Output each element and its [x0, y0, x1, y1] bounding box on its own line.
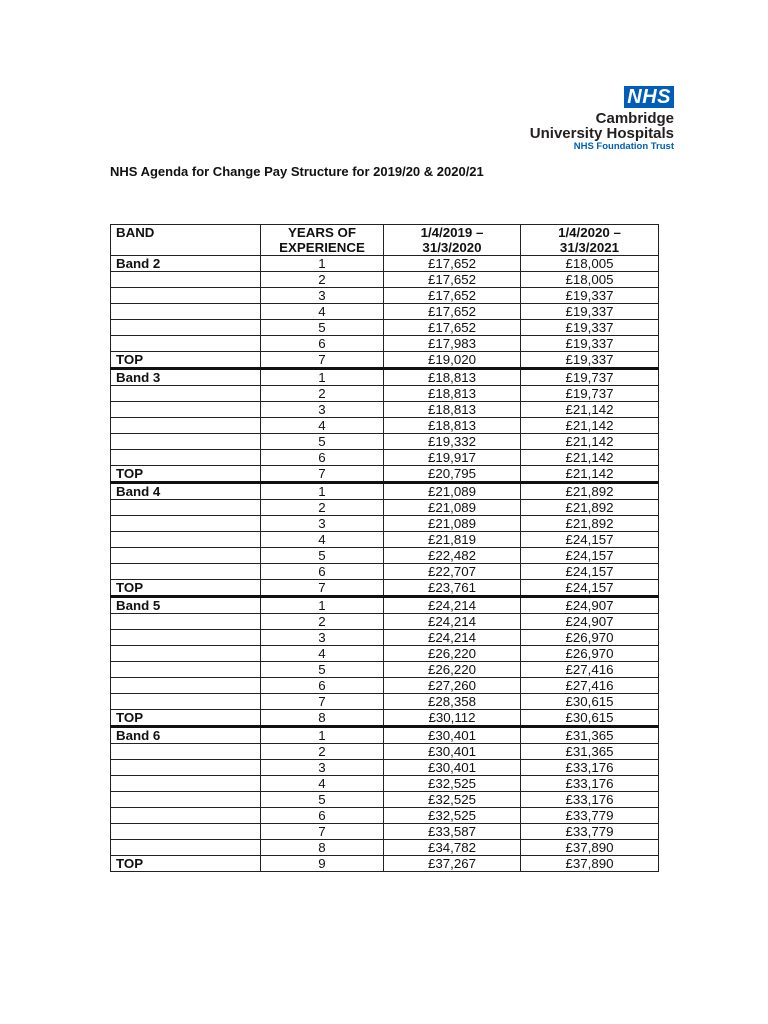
pay-2019-20-cell: £26,220 [384, 662, 521, 678]
table-row [111, 727, 659, 744]
table-row [111, 418, 659, 434]
band-cell [111, 840, 261, 856]
band-cell [111, 450, 261, 466]
pay-2019-20-cell: £24,214 [384, 630, 521, 646]
table-row [111, 304, 659, 320]
table-row [111, 288, 659, 304]
pay-2020-21-cell: £19,337 [521, 288, 659, 304]
years-cell: 7 [261, 466, 384, 483]
pay-2019-20-cell: £17,652 [384, 320, 521, 336]
table-row [111, 792, 659, 808]
pay-2019-20-cell: £32,525 [384, 792, 521, 808]
years-cell: 4 [261, 418, 384, 434]
years-cell: 6 [261, 336, 384, 352]
pay-2019-20-cell: £17,652 [384, 304, 521, 320]
table-row [111, 808, 659, 824]
table-row [111, 694, 659, 710]
band-cell [111, 792, 261, 808]
table-row [111, 402, 659, 418]
years-cell: 7 [261, 580, 384, 597]
years-cell: 5 [261, 662, 384, 678]
years-cell: 5 [261, 548, 384, 564]
pay-2019-20-cell: £30,112 [384, 710, 521, 727]
table-row [111, 597, 659, 614]
table-row [111, 840, 659, 856]
pay-2019-20-cell: £19,020 [384, 352, 521, 369]
table-row [111, 824, 659, 840]
pay-2020-21-cell: £30,615 [521, 710, 659, 727]
table-row [111, 646, 659, 662]
table-row [111, 776, 659, 792]
band-cell [111, 808, 261, 824]
band-cell [111, 434, 261, 450]
pay-2020-21-cell: £24,157 [521, 548, 659, 564]
table-body [111, 256, 659, 872]
pay-2019-20-cell: £34,782 [384, 840, 521, 856]
years-cell: 6 [261, 564, 384, 580]
years-cell: 1 [261, 727, 384, 744]
years-cell: 1 [261, 256, 384, 272]
table-row [111, 856, 659, 872]
years-cell: 2 [261, 272, 384, 288]
pay-2019-20-cell: £24,214 [384, 597, 521, 614]
table-row [111, 386, 659, 402]
band-cell: TOP [111, 466, 261, 483]
pay-2019-20-cell: £17,983 [384, 336, 521, 352]
table-row [111, 256, 659, 272]
pay-2020-21-cell: £19,337 [521, 320, 659, 336]
pay-2020-21-cell: £24,907 [521, 597, 659, 614]
pay-2020-21-cell: £33,176 [521, 760, 659, 776]
band-cell [111, 760, 261, 776]
pay-2020-21-cell: £24,157 [521, 564, 659, 580]
pay-2019-20-cell: £17,652 [384, 256, 521, 272]
years-cell: 3 [261, 516, 384, 532]
nhs-logo [530, 86, 674, 153]
pay-2019-20-cell: £30,401 [384, 744, 521, 760]
band-cell: TOP [111, 580, 261, 597]
years-cell: 5 [261, 320, 384, 336]
pay-2019-20-cell: £26,220 [384, 646, 521, 662]
band-cell [111, 272, 261, 288]
pay-2019-20-cell: £22,482 [384, 548, 521, 564]
pay-2019-20-cell: £17,652 [384, 272, 521, 288]
band-cell [111, 564, 261, 580]
table-row [111, 450, 659, 466]
table-row [111, 272, 659, 288]
years-cell: 4 [261, 646, 384, 662]
pay-2020-21-cell: £21,142 [521, 434, 659, 450]
years-cell: 2 [261, 386, 384, 402]
pay-2019-20-cell: £23,761 [384, 580, 521, 597]
band-cell: Band 4 [111, 483, 261, 500]
pay-2019-20-cell: £18,813 [384, 402, 521, 418]
pay-2019-20-cell: £22,707 [384, 564, 521, 580]
band-cell: TOP [111, 352, 261, 369]
pay-2019-20-cell: £30,401 [384, 727, 521, 744]
pay-2020-21-cell: £19,337 [521, 352, 659, 369]
pay-2020-21-cell: £21,142 [521, 450, 659, 466]
years-cell: 4 [261, 304, 384, 320]
band-cell [111, 402, 261, 418]
nhs-badge: NHS [624, 86, 674, 108]
band-cell [111, 614, 261, 630]
pay-2020-21-cell: £30,615 [521, 694, 659, 710]
table-row [111, 466, 659, 483]
years-cell: 3 [261, 630, 384, 646]
band-cell: Band 5 [111, 597, 261, 614]
table-row [111, 744, 659, 760]
header-band: BAND [111, 225, 261, 256]
pay-2019-20-cell: £21,089 [384, 500, 521, 516]
band-cell [111, 678, 261, 694]
band-cell: TOP [111, 856, 261, 872]
pay-2020-21-cell: £24,157 [521, 580, 659, 597]
band-cell [111, 320, 261, 336]
pay-2020-21-cell: £33,779 [521, 808, 659, 824]
pay-2019-20-cell: £21,089 [384, 516, 521, 532]
years-cell: 4 [261, 776, 384, 792]
pay-2019-20-cell: £18,813 [384, 418, 521, 434]
header-2019-20: 1/4/2019 – 31/3/2020 [384, 225, 521, 256]
table-header-row [111, 225, 659, 256]
table-row [111, 434, 659, 450]
pay-2020-21-cell: £19,337 [521, 304, 659, 320]
table-row [111, 352, 659, 369]
pay-2020-21-cell: £33,176 [521, 776, 659, 792]
pay-2019-20-cell: £30,401 [384, 760, 521, 776]
years-cell: 5 [261, 792, 384, 808]
years-cell: 2 [261, 500, 384, 516]
band-cell [111, 336, 261, 352]
pay-2019-20-cell: £24,214 [384, 614, 521, 630]
years-cell: 3 [261, 760, 384, 776]
pay-2019-20-cell: £17,652 [384, 288, 521, 304]
band-cell [111, 386, 261, 402]
band-cell [111, 418, 261, 434]
table-row [111, 580, 659, 597]
band-cell: Band 3 [111, 369, 261, 386]
pay-2020-21-cell: £19,337 [521, 336, 659, 352]
years-cell: 6 [261, 450, 384, 466]
pay-2020-21-cell: £33,176 [521, 792, 659, 808]
pay-2020-21-cell: £26,970 [521, 646, 659, 662]
pay-2019-20-cell: £28,358 [384, 694, 521, 710]
pay-2020-21-cell: £18,005 [521, 272, 659, 288]
document-title: NHS Agenda for Change Pay Structure for 2019/20 & 2020/21 [110, 164, 484, 179]
table-row [111, 614, 659, 630]
band-cell [111, 662, 261, 678]
table-row [111, 678, 659, 694]
header-years: YEARS OF EXPERIENCE [261, 225, 384, 256]
table-row [111, 662, 659, 678]
pay-structure-table [110, 224, 659, 872]
table-row [111, 500, 659, 516]
pay-2020-21-cell: £21,142 [521, 402, 659, 418]
header-2020-21: 1/4/2020 – 31/3/2021 [521, 225, 659, 256]
pay-2019-20-cell: £21,819 [384, 532, 521, 548]
band-cell: Band 2 [111, 256, 261, 272]
band-cell [111, 630, 261, 646]
band-cell [111, 532, 261, 548]
pay-2020-21-cell: £18,005 [521, 256, 659, 272]
table-row [111, 516, 659, 532]
years-cell: 6 [261, 808, 384, 824]
band-cell: Band 6 [111, 727, 261, 744]
band-cell: TOP [111, 710, 261, 727]
pay-2020-21-cell: £26,970 [521, 630, 659, 646]
table-row [111, 320, 659, 336]
band-cell [111, 694, 261, 710]
pay-2020-21-cell: £19,737 [521, 386, 659, 402]
years-cell: 7 [261, 824, 384, 840]
years-cell: 5 [261, 434, 384, 450]
table-row [111, 760, 659, 776]
pay-2020-21-cell: £21,142 [521, 418, 659, 434]
pay-2020-21-cell: £27,416 [521, 662, 659, 678]
pay-2019-20-cell: £19,917 [384, 450, 521, 466]
band-cell [111, 744, 261, 760]
years-cell: 8 [261, 840, 384, 856]
years-cell: 7 [261, 352, 384, 369]
years-cell: 9 [261, 856, 384, 872]
years-cell: 3 [261, 402, 384, 418]
table-row [111, 564, 659, 580]
band-cell [111, 516, 261, 532]
years-cell: 4 [261, 532, 384, 548]
org-name-line3: NHS Foundation Trust [573, 141, 674, 152]
org-name-line2: University Hospitals [529, 125, 674, 142]
pay-2019-20-cell: £18,813 [384, 386, 521, 402]
pay-2020-21-cell: £31,365 [521, 744, 659, 760]
org-name-line1: Cambridge [595, 110, 674, 127]
pay-2020-21-cell: £24,907 [521, 614, 659, 630]
band-cell [111, 824, 261, 840]
pay-2020-21-cell: £37,890 [521, 856, 659, 872]
years-cell: 7 [261, 694, 384, 710]
years-cell: 2 [261, 744, 384, 760]
table-row [111, 710, 659, 727]
pay-2019-20-cell: £33,587 [384, 824, 521, 840]
years-cell: 6 [261, 678, 384, 694]
band-cell [111, 500, 261, 516]
pay-2020-21-cell: £19,737 [521, 369, 659, 386]
pay-2019-20-cell: £37,267 [384, 856, 521, 872]
pay-2020-21-cell: £21,142 [521, 466, 659, 483]
table-row [111, 532, 659, 548]
pay-2020-21-cell: £33,779 [521, 824, 659, 840]
band-cell [111, 646, 261, 662]
pay-2020-21-cell: £21,892 [521, 500, 659, 516]
pay-2019-20-cell: £20,795 [384, 466, 521, 483]
pay-2019-20-cell: £21,089 [384, 483, 521, 500]
pay-2020-21-cell: £37,890 [521, 840, 659, 856]
table-row [111, 548, 659, 564]
years-cell: 8 [261, 710, 384, 727]
band-cell [111, 548, 261, 564]
pay-2020-21-cell: £27,416 [521, 678, 659, 694]
pay-2019-20-cell: £32,525 [384, 808, 521, 824]
table-row [111, 630, 659, 646]
years-cell: 3 [261, 288, 384, 304]
table-row [111, 369, 659, 386]
pay-2019-20-cell: £27,260 [384, 678, 521, 694]
years-cell: 1 [261, 369, 384, 386]
pay-2020-21-cell: £31,365 [521, 727, 659, 744]
pay-2019-20-cell: £19,332 [384, 434, 521, 450]
band-cell [111, 776, 261, 792]
years-cell: 2 [261, 614, 384, 630]
pay-2020-21-cell: £21,892 [521, 516, 659, 532]
band-cell [111, 288, 261, 304]
band-cell [111, 304, 261, 320]
table-row [111, 336, 659, 352]
years-cell: 1 [261, 597, 384, 614]
pay-2019-20-cell: £18,813 [384, 369, 521, 386]
pay-2020-21-cell: £24,157 [521, 532, 659, 548]
pay-2020-21-cell: £21,892 [521, 483, 659, 500]
years-cell: 1 [261, 483, 384, 500]
pay-2019-20-cell: £32,525 [384, 776, 521, 792]
table-row [111, 483, 659, 500]
